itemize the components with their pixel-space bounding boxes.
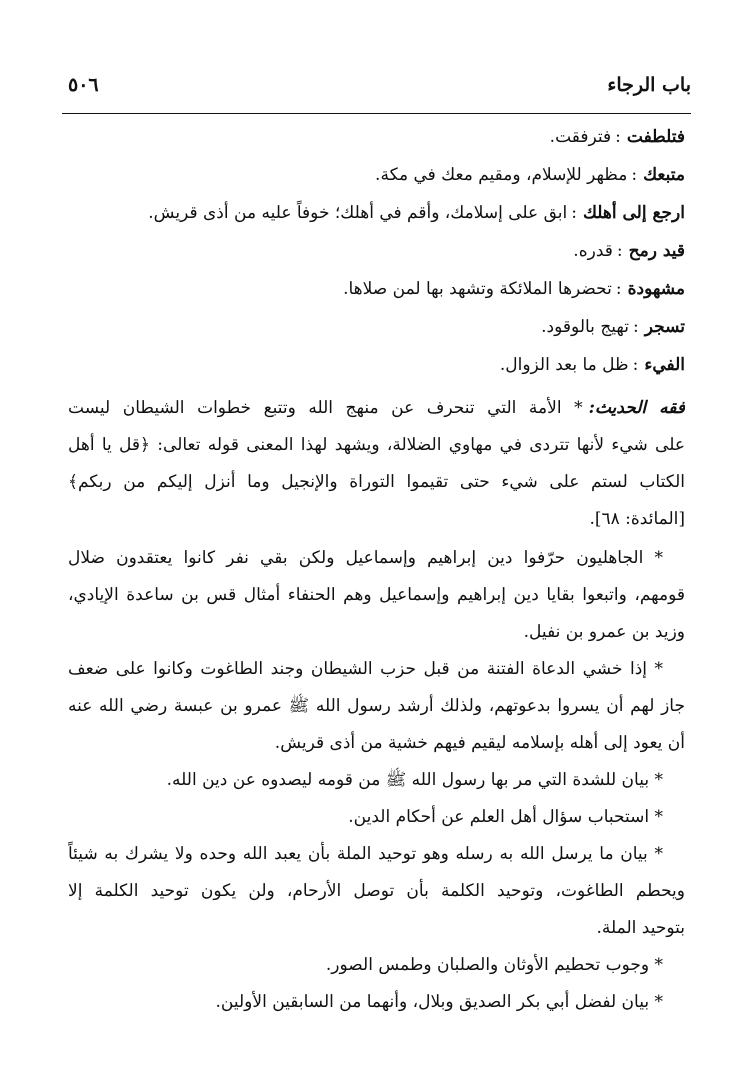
glossary-separator: : xyxy=(571,203,577,223)
commentary-line xyxy=(68,799,685,836)
commentary-text: أن يعود إلى أهله بإسلامه ليقيم فيهم خشية من أذى قريش. xyxy=(274,733,685,753)
glossary-term: متبعك xyxy=(643,165,685,185)
fiqh-text: * الأمة التي تنحرف عن منهج الله وتتبع خطوات الشيطان ليست xyxy=(68,398,583,418)
commentary-text: * بيان لفضل أبي بكر الصديق وبلال، وأنهما من السابقين الأولين. xyxy=(215,992,663,1012)
commentary-text: * إذا خشي الدعاة الفتنة من قبل حزب الشيطان وجند الطاغوت وكانوا على ضعف xyxy=(68,659,663,679)
glossary-entry xyxy=(68,156,685,194)
commentary-list xyxy=(68,540,685,1021)
commentary-line xyxy=(68,725,685,762)
glossary-definition: ابق على إسلامك، وأقم في أهلك؛ خوفاً عليه من أذى قريش. xyxy=(148,203,568,223)
glossary-separator: : xyxy=(615,279,622,299)
glossary-entry xyxy=(68,194,685,232)
glossary-entry xyxy=(68,118,685,156)
glossary-separator: : xyxy=(631,165,638,185)
commentary-text: * بيان ما يرسل الله به رسله وهو توحيد الملة بأن يعبد الله وحده ولا يشرك به شيئاً xyxy=(68,844,663,864)
glossary-list xyxy=(68,118,685,384)
commentary-line xyxy=(68,873,685,910)
glossary-definition: تحضرها الملائكة وتشهد بها لمن صلاها. xyxy=(343,279,612,299)
commentary-line xyxy=(68,540,685,577)
fiqh-line xyxy=(68,501,685,538)
glossary-separator: : xyxy=(633,317,639,337)
page-content xyxy=(68,118,685,1021)
fiqh-line xyxy=(68,427,685,464)
commentary-line xyxy=(68,762,685,799)
fiqh-line xyxy=(68,390,685,427)
glossary-term: قيد رمح xyxy=(628,241,685,261)
commentary-line xyxy=(68,947,685,984)
fiqh-title: فقه الحديث: xyxy=(588,398,685,418)
fiqh-text: [المائدة: ٦٨]. xyxy=(589,509,685,529)
glossary-entry xyxy=(68,232,685,270)
glossary-definition: فترفقت. xyxy=(549,127,612,147)
commentary-line xyxy=(68,910,685,947)
commentary-text: ويحطم الطاغوت، وتوحيد الكلمة بأن توصل الأرحام، ولن يكون توحيد الكلمة إلا xyxy=(68,881,685,901)
commentary-text: * الجاهليون حرّفوا دين إبراهيم وإسماعيل ولكن بقي نفر كانوا يعتقدون ضلال xyxy=(68,548,663,568)
glossary-term: تسجر xyxy=(644,317,685,337)
commentary-line xyxy=(68,614,685,651)
glossary-term: الفيء xyxy=(644,355,685,375)
glossary-separator: : xyxy=(616,241,623,261)
glossary-term: ارجع إلى أهلك xyxy=(582,203,685,223)
commentary-text: بتوحيد الملة. xyxy=(596,918,685,938)
fiqh-section xyxy=(68,390,685,538)
glossary-entry xyxy=(68,270,685,308)
commentary-text: قومهم، واتبعوا بقايا دين إبراهيم وإسماعيل وهم الحنفاء أمثال قس بن ساعدة الإيادي، xyxy=(68,585,685,605)
glossary-entry xyxy=(68,346,685,384)
commentary-text: * استحباب سؤال أهل العلم عن أحكام الدين. xyxy=(348,807,663,827)
glossary-definition: مظهر للإسلام، ومقيم معك في مكة. xyxy=(375,165,628,185)
commentary-line xyxy=(68,651,685,688)
commentary-text: * وجوب تحطيم الأوثان والصلبان وطمس الصور. xyxy=(325,955,663,975)
page-number: ٥٠٦ xyxy=(68,74,99,96)
commentary-line xyxy=(68,577,685,614)
commentary-text: وزيد بن عمرو بن نفيل. xyxy=(523,622,685,642)
glossary-term: مشهودة xyxy=(627,279,685,299)
commentary-line xyxy=(68,984,685,1021)
glossary-term: فتلطفت xyxy=(626,127,685,147)
glossary-separator: : xyxy=(632,355,639,375)
fiqh-text: الكتاب لستم على شيء حتى تقيموا التوراة والإنجيل وما أنزل إليكم من ربكم﴾ xyxy=(68,472,685,492)
fiqh-text: على شيء لأنها تتردى في مهاوي الضلالة، ويشهد لهذا المعنى قوله تعالى: ﴿قل يا أهل xyxy=(68,435,685,455)
commentary-line xyxy=(68,836,685,873)
commentary-line xyxy=(68,688,685,725)
glossary-separator: : xyxy=(615,127,621,147)
commentary-text: جاز لهم أن يسروا بدعوتهم، ولذلك أرشد رسول الله ﷺ عمرو بن عبسة رضي الله عنه xyxy=(68,696,685,716)
chapter-title: باب الرجاء xyxy=(607,74,691,96)
page-header xyxy=(68,74,691,108)
fiqh-line xyxy=(68,464,685,501)
header-divider xyxy=(62,113,691,114)
glossary-definition: تهيج بالوقود. xyxy=(541,317,629,337)
glossary-entry xyxy=(68,308,685,346)
commentary-text: * بيان للشدة التي مر بها رسول الله ﷺ من قومه ليصدوه عن دين الله. xyxy=(166,770,663,790)
glossary-definition: ظل ما بعد الزوال. xyxy=(499,355,629,375)
glossary-definition: قدره. xyxy=(573,241,613,261)
